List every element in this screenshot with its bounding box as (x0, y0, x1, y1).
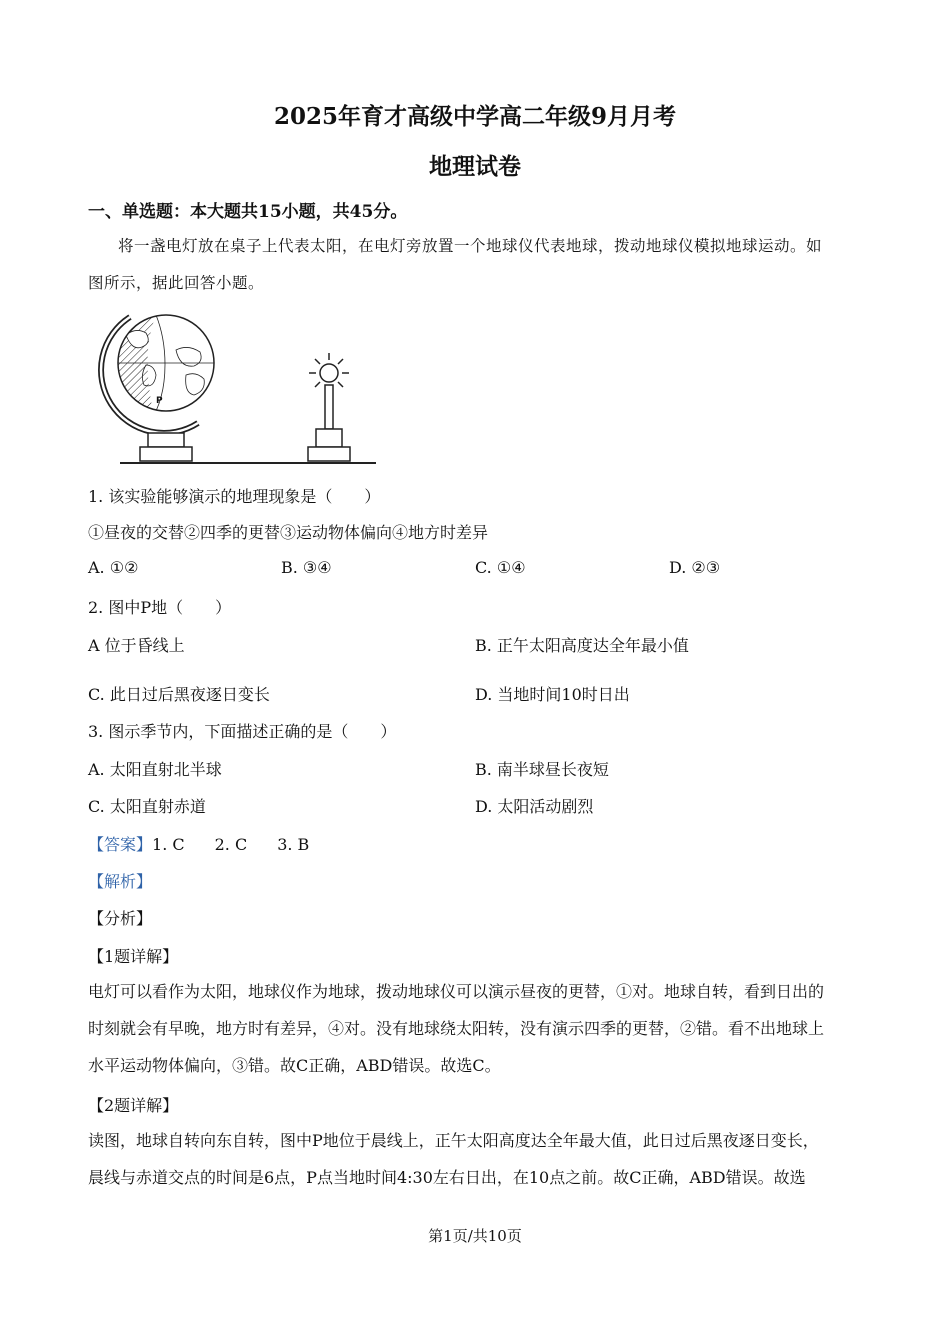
q2-detail-heading: 【2题详解】 (88, 1096, 179, 1115)
q3-stem: 3. 图示季节内，下面描述正确的是（ ） (88, 722, 397, 741)
answer-row (88, 832, 309, 855)
exam-title: 2025年育才高级中学高二年级9月月考 (273, 103, 677, 130)
q2-option-c: C. 此日过后黑夜逐日变长 (88, 685, 270, 704)
q1-stem: 1. 该实验能够演示的地理现象是（ ） (88, 487, 381, 506)
answer-item-3: 3. B (277, 835, 310, 854)
exam-subtitle: 地理试卷 (429, 153, 521, 180)
intro-line-1: 将一盏电灯放在桌子上代表太阳，在电灯旁放置一个地球仪代表地球，拨动地球仪模拟地球运动。如 (118, 237, 823, 255)
q1-option-c: C. ①④ (475, 558, 526, 577)
answer-tag: 【答案】 (88, 835, 153, 854)
q2-option-b: B. 正午太阳高度达全年最小值 (475, 636, 689, 655)
page-footer: 第1页/共10页 (428, 1227, 522, 1245)
q2-detail-line-1: 读图，地球自转向东自转，图中P地位于晨线上，正午太阳高度达全年最大值，此日过后黑夜逐日变长， (88, 1131, 819, 1150)
answer-item-1: 1. C (152, 835, 185, 854)
q3-option-b: B. 南半球昼长夜短 (475, 760, 609, 779)
fenxi-tag: 【分析】 (88, 909, 153, 928)
q1-detail-line-3: 水平运动物体偏向，③错。故C正确，ABD错误。故选C。 (88, 1056, 501, 1075)
q2-option-a: A 位于昏线上 (88, 636, 185, 655)
q1-detail-heading: 【1题详解】 (88, 947, 179, 966)
q1-option-a: A. ①② (88, 558, 139, 577)
section-heading: 一、单选题：本大题共15小题，共45分。 (88, 202, 408, 222)
q2-stem: 2. 图中P地（ ） (88, 598, 232, 617)
q2-option-d: D. 当地时间10时日出 (475, 685, 630, 704)
q3-option-a: A. 太阳直射北半球 (88, 760, 222, 779)
q3-option-c: C. 太阳直射赤道 (88, 797, 206, 816)
jiexi-tag: 【解析】 (88, 872, 153, 891)
q2-detail-line-2: 晨线与赤道交点的时间是6点，P点当地时间4:30左右日出，在10点之前。故C正确，ABD错误。故选 (88, 1168, 806, 1187)
answer-item-2: 2. C (214, 835, 248, 854)
q1-statement: ①昼夜的交替②四季的更替③运动物体偏向④地方时差异 (88, 523, 489, 542)
q3-option-d: D. 太阳活动剧烈 (475, 797, 594, 816)
globe-lamp-figure (86, 305, 386, 470)
q1-detail-line-2: 时刻就会有早晚，地方时有差异，④对。没有地球绕太阳转，没有演示四季的更替，②错。看不出地球上 (88, 1019, 825, 1038)
q1-option-d: D. ②③ (669, 558, 721, 577)
point-p-label: P (156, 396, 163, 406)
q1-option-b: B. ③④ (281, 558, 332, 577)
intro-line-2: 图所示，据此回答小题。 (88, 274, 265, 292)
q1-detail-line-1: 电灯可以看作为太阳，地球仪作为地球，拨动地球仪可以演示昼夜的更替，①对。地球自转，看到日出的 (88, 982, 825, 1001)
